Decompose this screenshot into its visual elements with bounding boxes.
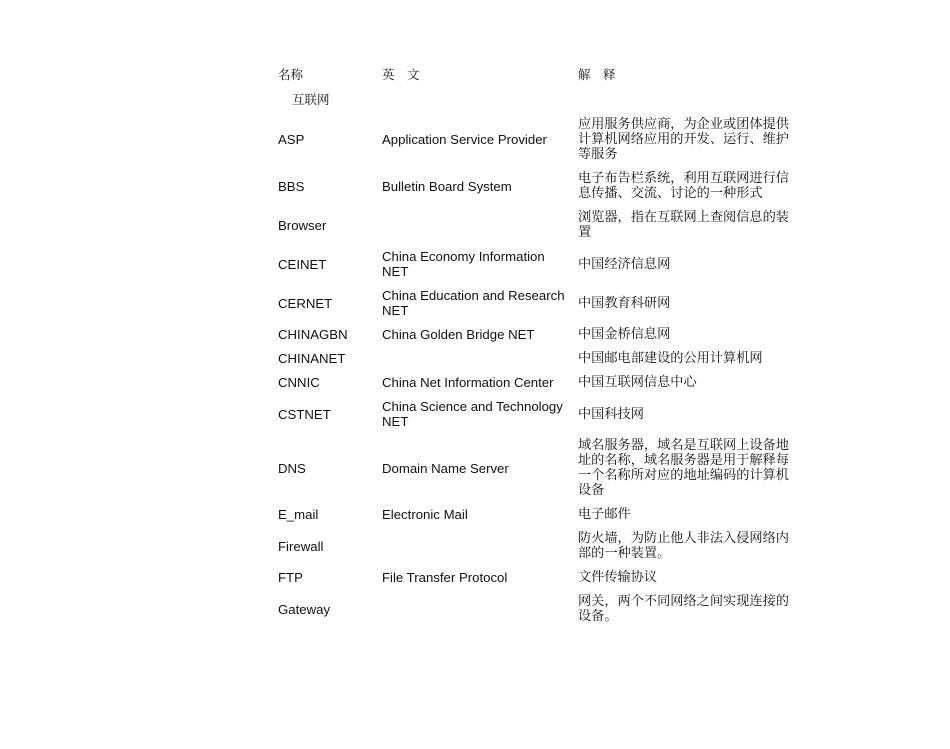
term-abbr: Firewall (278, 538, 324, 554)
term-abbr: ASP (278, 132, 305, 147)
table-row (275, 115, 800, 169)
term-explanation: 中国邮电部建设的公用计算机网 (578, 351, 763, 366)
table-row (275, 349, 800, 373)
term-explanation: 中国互联网信息中心 (578, 375, 697, 390)
term-explanation: 电子邮件 (578, 507, 631, 522)
header-explanation: 解 释 (578, 67, 616, 82)
term-abbr: E_mail (278, 507, 319, 522)
term-explanation: 浏览器，指在互联网上查阅信息的装置 (578, 210, 789, 240)
term-abbr: CHINANET (278, 351, 346, 366)
term-english: Application Service Provider (382, 132, 547, 147)
term-explanation: 域名服务器，域名是互联网上设备地址的名称，域名服务器是用于解释每一个名称所对应的地址编码的计算机设备 (578, 438, 789, 498)
term-explanation: 中国经济信息网 (578, 256, 671, 272)
term-english: File Transfer Protocol (382, 570, 508, 585)
table-row (275, 286, 800, 325)
term-english: China Education and Research NET (382, 288, 565, 318)
term-english: Bulletin Board System (382, 178, 512, 194)
term-explanation: 网关，两个不同网络之间实现连接的设备。 (578, 594, 789, 624)
term-abbr: CNNIC (278, 375, 320, 390)
table-row (275, 436, 800, 505)
term-english (379, 592, 575, 631)
table-row (275, 169, 800, 208)
header-row (275, 64, 800, 90)
table-row (275, 529, 800, 568)
term-english (379, 349, 575, 373)
term-abbr: FTP (278, 570, 303, 585)
table-row (275, 373, 800, 397)
header-english: 英 文 (382, 67, 420, 82)
term-abbr: CEINET (278, 256, 327, 272)
term-abbr: DNS (278, 460, 306, 476)
term-english: China Economy Information NET (382, 249, 545, 279)
term-abbr: CERNET (278, 295, 333, 311)
term-english: China Science and Technology NET (382, 399, 563, 429)
term-abbr: Gateway (278, 601, 331, 617)
table-row (275, 568, 800, 592)
table-row (275, 208, 800, 247)
section-title: 互联网 (292, 92, 330, 107)
header-name: 名称 (278, 67, 304, 82)
term-explanation: 中国教育科研网 (578, 295, 671, 311)
term-english: Electronic Mail (382, 507, 468, 522)
term-english (379, 208, 575, 247)
term-explanation: 文件传输协议 (578, 570, 658, 585)
glossary-body (275, 64, 800, 631)
table-row (275, 505, 800, 529)
term-english: Domain Name Server (382, 460, 509, 476)
term-explanation: 中国科技网 (578, 406, 644, 422)
term-english: China Net Information Center (382, 375, 554, 390)
term-explanation: 应用服务供应商，为企业或团体提供计算机网络应用的开发、运行、维护等服务 (578, 117, 789, 162)
term-english (379, 529, 575, 568)
section-row (275, 90, 800, 115)
table-row (275, 397, 800, 436)
table-row (275, 325, 800, 349)
term-explanation: 电子布告栏系统，利用互联网进行信息传播、交流、讨论的一种形式 (578, 171, 789, 201)
term-abbr: CHINAGBN (278, 327, 348, 342)
term-explanation: 中国金桥信息网 (578, 327, 671, 342)
term-abbr: Browser (278, 217, 327, 233)
term-explanation: 防火墙，为防止他人非法入侵网络内部的一种装置。 (578, 531, 789, 561)
glossary-table (275, 64, 800, 631)
term-english: China Golden Bridge NET (382, 327, 535, 342)
term-abbr: CSTNET (278, 406, 331, 422)
table-row (275, 247, 800, 286)
table-row (275, 592, 800, 631)
term-abbr: BBS (278, 178, 305, 194)
